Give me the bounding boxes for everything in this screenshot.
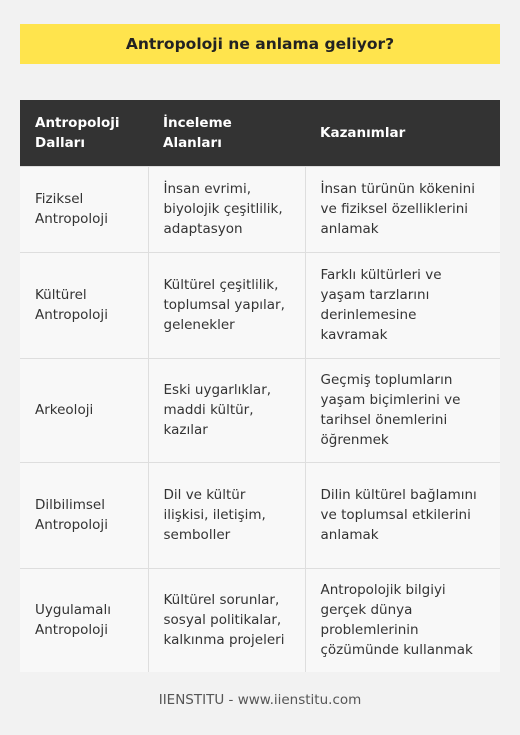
anthropology-table bbox=[20, 100, 500, 672]
study-area-cell: İnsan evrimi, biyolojik çeşitlilik, adaptasyon bbox=[148, 166, 305, 252]
branch-cell: Arkeoloji bbox=[20, 358, 148, 462]
branch-cell: Dilbilimsel Antropoloji bbox=[20, 462, 148, 568]
outcome-cell: Farklı kültürleri ve yaşam tarzlarını derinlemesine kavramak bbox=[305, 252, 500, 358]
table-row bbox=[20, 568, 500, 672]
table-row bbox=[20, 166, 500, 252]
branch-cell: Kültürel Antropoloji bbox=[20, 252, 148, 358]
outcome-cell: Geçmiş toplumların yaşam biçimlerini ve tarihsel önemlerini öğrenmek bbox=[305, 358, 500, 462]
header-branches: Antropoloji Dalları bbox=[20, 100, 148, 166]
outcome-cell: Antropolojik bilgiyi gerçek dünya problemlerinin çözümünde kullanmak bbox=[305, 568, 500, 672]
header-outcomes: Kazanımlar bbox=[305, 100, 500, 166]
outcome-cell: Dilin kültürel bağlamını ve toplumsal etkilerini anlamak bbox=[305, 462, 500, 568]
page-title: Antropoloji ne anlama geliyor? bbox=[20, 24, 500, 64]
study-area-cell: Kültürel çeşitlilik, toplumsal yapılar, gelenekler bbox=[148, 252, 305, 358]
study-area-cell: Eski uygarlıklar, maddi kültür, kazılar bbox=[148, 358, 305, 462]
footer-credit: IIENSTITU - www.iienstitu.com bbox=[158, 692, 362, 708]
table-header-row bbox=[20, 100, 500, 166]
table-row bbox=[20, 462, 500, 568]
outcome-cell: İnsan türünün kökenini ve fiziksel özelliklerini anlamak bbox=[305, 166, 500, 252]
table-row bbox=[20, 252, 500, 358]
table-row bbox=[20, 358, 500, 462]
study-area-cell: Kültürel sorunlar, sosyal politikalar, kalkınma projeleri bbox=[148, 568, 305, 672]
branch-cell: Uygulamalı Antropoloji bbox=[20, 568, 148, 672]
header-study-areas: İnceleme Alanları bbox=[148, 100, 305, 166]
study-area-cell: Dil ve kültür ilişkisi, iletişim, semboller bbox=[148, 462, 305, 568]
branch-cell: Fiziksel Antropoloji bbox=[20, 166, 148, 252]
